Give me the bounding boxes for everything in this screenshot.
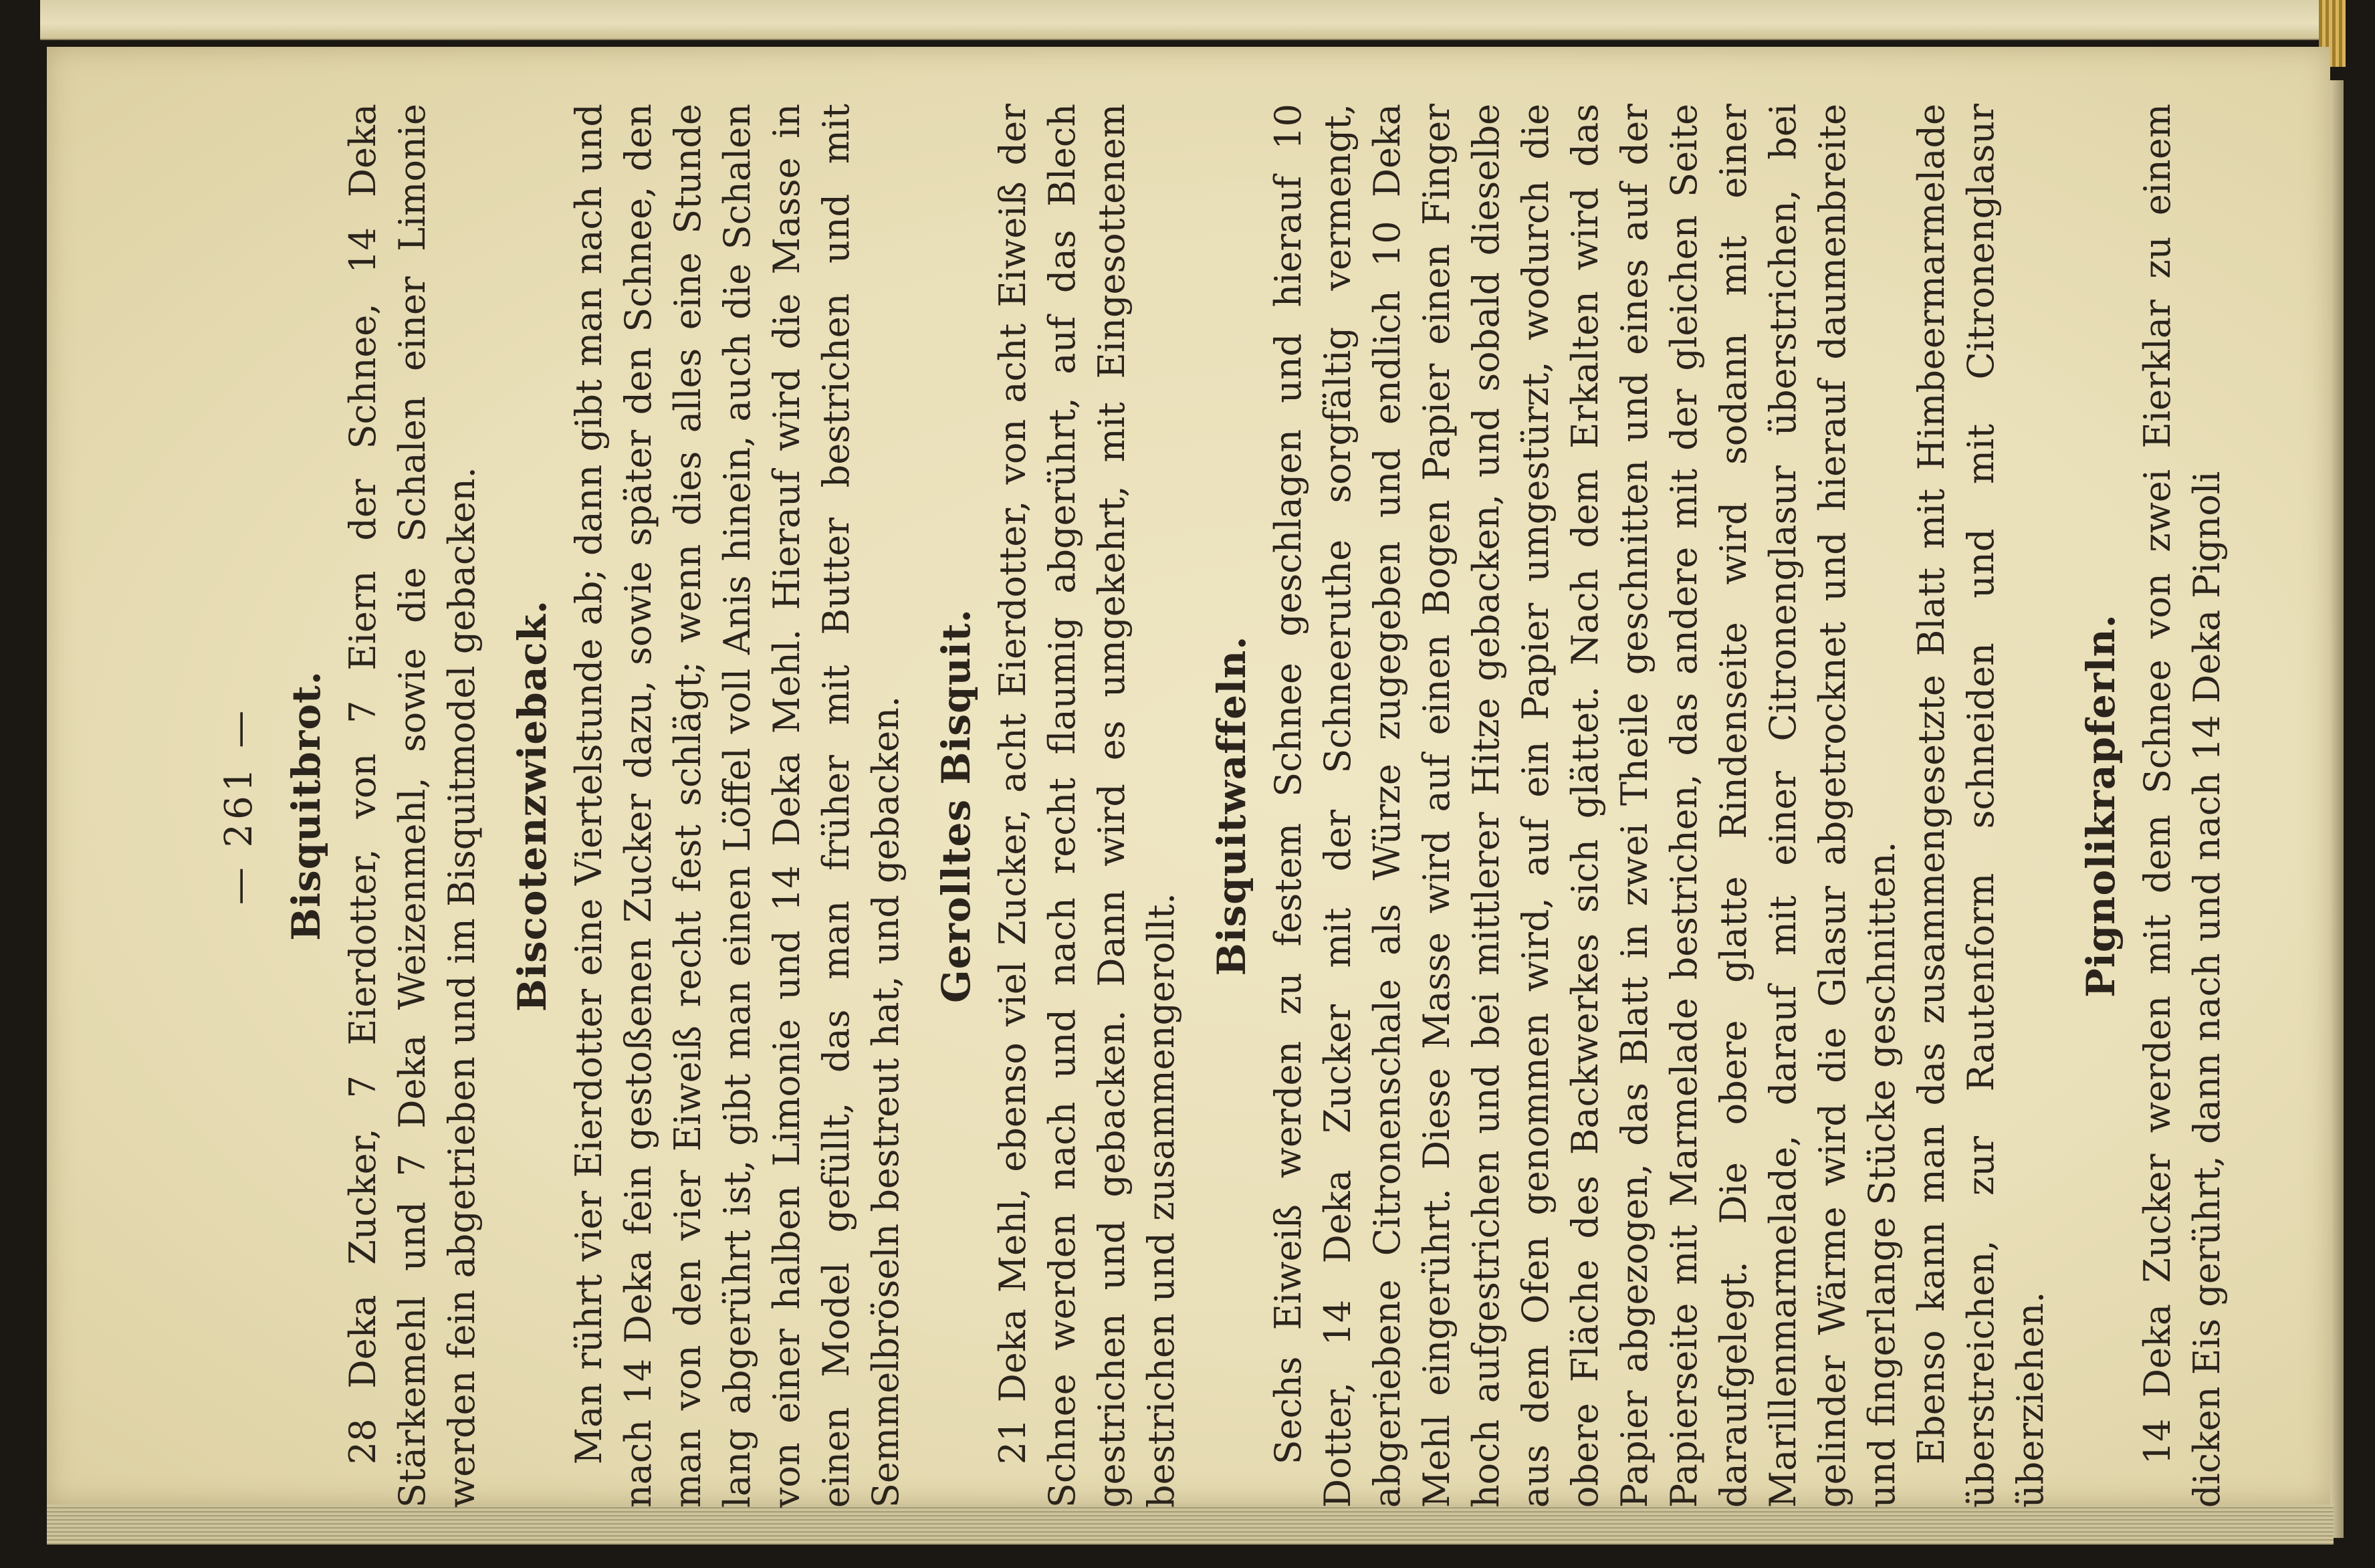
page-number: — 261 — [217,706,261,905]
top-page-edge [40,0,2334,40]
paragraph: Man rührt vier Eierdotter eine Viertelstunde ab; dann gibt man nach und nach 14 Deka fein gestoßenen Zucker dazu, sowie später den Schnee, den man von den vier Eiweiß recht fest schlägt; wenn dies alles eine Stunde lang abgerührt ist, gibt man einen Löffel voll Anis hinein, auch die Schalen von einer halben Limonie und 14 Deka Mehl. Hierauf wird die Masse in einen Model gefüllt, das man früher mit Butter bestrichen und mit Semmelbröseln bestreut hat, und gebacken. [568,104,907,1508]
paragraph: Ebenso kann man das zusammengesetzte Blatt mit Himbeermarmelade überstreichen, zur Rautenform schneiden und mit Citronenglasur überziehen. [1910,104,2051,1508]
section-bisquitwaffeln [1209,104,2055,1508]
section-biscotenzwieback [510,104,911,1508]
paragraph: 14 Deka Zucker werden mit dem Schnee von zwei Eierklar zu einem dicken Eis gerührt, dann nach und nach 14 Deka Pignoli [2136,104,2228,1508]
section-pignolikrapferln [2078,104,2232,1508]
section-title: Gerolltes Bisquit. [933,608,979,1003]
section-title: Bisquitwaffeln. [1209,635,1254,976]
paragraph: 28 Deka Zucker, 7 Eierdotter, von 7 Eiern der Schnee, 14 Deka Stärkemehl und 7 Deka Weizenmehl, sowie die Schalen einer Limonie werden fein abgetrieben und im Bisquitmodel gebacken. [342,104,483,1508]
section-title: Biscotenzwieback. [510,599,555,1012]
rotated-text-block [217,104,2228,1508]
section-title: Bisquitbrot. [284,670,329,941]
paragraph: Sechs Eiweiß werden zu festem Schnee geschlagen und hierauf 10 Dotter, 14 Deka Zucker mit der Schneeruthe sorgfältig vermengt, abgeriebene Citronenschale als Würze zugegeben und endlich 10 Deka Mehl eingerührt. Diese Masse wird auf einen Bogen Papier einen Finger hoch aufgestrichen und bei mittlerer Hitze gebacken, und sobald dieselbe aus dem Ofen genommen wird, auf ein Papier umgestürzt, wodurch die obere Fläche des Backwerkes sich glättet. Nach dem Erkalten wird das Papier abgezogen, das Blatt in zwei Theile geschnitten und eines auf der Papierseite mit Marmelade bestrichen, das andere mit der gleichen Seite daraufgelegt. Die obere glatte Rindenseite wird sodann mit einer Marillenmarmelade, darauf mit einer Citronenglasur überstrichen, bei gelinder Wärme wird die Glasur abgetrocknet und hierauf daumenbreite und fingerlange Stücke geschnitten. [1267,104,1903,1508]
section-title: Pignolikrapferln. [2078,614,2124,998]
section-bisquitbrot [284,104,487,1508]
page-fore-edge [2330,80,2344,1538]
section-gerolltes-bisquit [933,104,1186,1508]
bottom-page-edges [47,1504,2334,1545]
paragraph: 21 Deka Mehl, ebenso viel Zucker, acht Eierdotter, von acht Eiweiß der Schnee werden nach und nach recht flaumig abgerührt, auf das Blech gestrichen und gebacken. Dann wird es umgekehrt, mit Eingesottenem bestrichen und zusammengerollt. [992,104,1182,1508]
